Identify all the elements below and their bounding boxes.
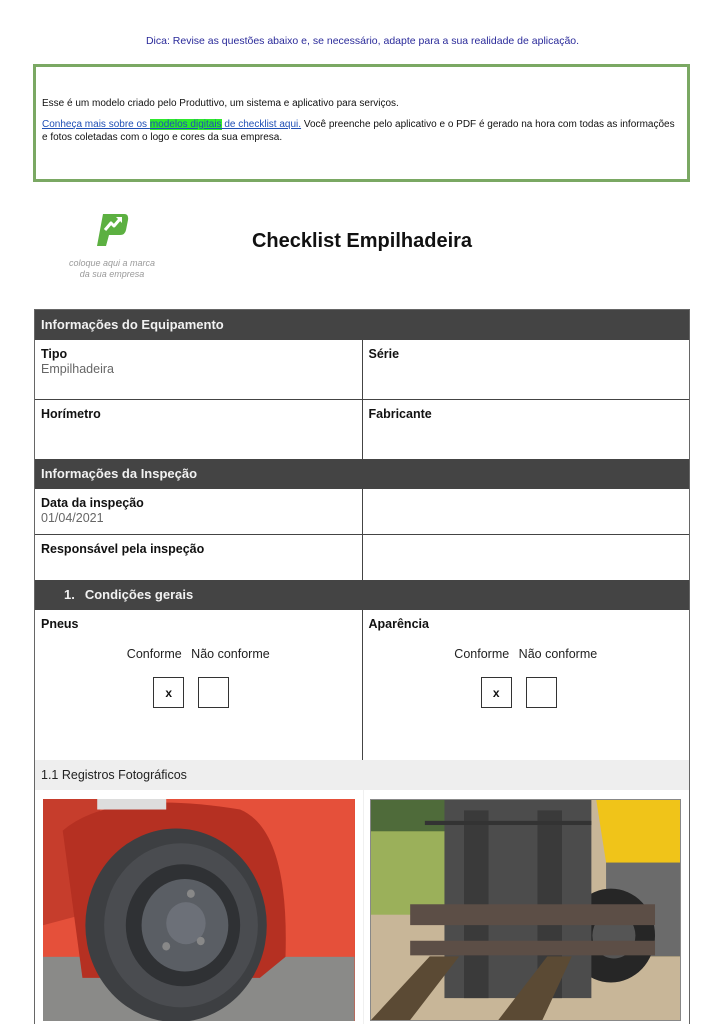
empty-cell xyxy=(362,489,690,534)
table-row xyxy=(35,610,689,760)
section-title: Condições gerais xyxy=(84,587,194,602)
table-row xyxy=(35,399,689,459)
logo-caption-line-2: da sua empresa xyxy=(79,269,145,279)
field-horimetro[interactable] xyxy=(35,400,362,459)
link-text-pre: Conheça mais sobre os xyxy=(42,119,150,130)
check-boxes xyxy=(27,677,356,708)
company-logo-area xyxy=(52,212,172,280)
checkbox-conforme[interactable]: x xyxy=(481,677,512,708)
empty-cell xyxy=(362,535,690,580)
intro-box xyxy=(33,64,690,182)
option-nao-conforme-label: Não conforme xyxy=(518,647,598,661)
option-nao-conforme-label: Não conforme xyxy=(191,647,270,661)
field-label: Tipo xyxy=(41,347,68,361)
field-fabricante[interactable] xyxy=(362,400,690,459)
photos-header: 1.1 Registros Fotográficos xyxy=(35,760,689,790)
option-conforme-label: Conforme xyxy=(454,647,510,661)
checkbox-nao-conforme[interactable] xyxy=(198,677,229,708)
section-header-inspection: Informações da Inspeção xyxy=(35,459,689,489)
intro-line-1: Esse é um modelo criado pelo Produttivo, um sistema e aplicativo para serviços. xyxy=(42,98,399,109)
photos-row xyxy=(35,790,689,1024)
check-item-pneus xyxy=(35,610,362,760)
field-label: Horímetro xyxy=(41,407,101,421)
table-row xyxy=(35,340,689,399)
field-serie[interactable] xyxy=(362,340,690,399)
check-options xyxy=(369,647,684,661)
section-number: 1. xyxy=(64,587,75,602)
checklist-models-link[interactable] xyxy=(42,119,301,130)
field-data-inspecao[interactable] xyxy=(35,489,362,534)
table-row xyxy=(35,489,689,534)
logo-caption xyxy=(52,258,172,280)
logo-caption-line-1: coloque aqui a marca xyxy=(68,258,156,268)
section-header-conditions xyxy=(35,580,689,610)
check-item-label: Aparência xyxy=(368,617,429,631)
check-item-aparencia xyxy=(362,610,690,760)
section-header-equipment: Informações do Equipamento xyxy=(35,310,689,340)
field-label: Data da inspeção xyxy=(41,496,144,510)
check-item-label: Pneus xyxy=(41,617,79,631)
intro-line-2-rest: Você preenche pelo aplicativo e o PDF é gerado na hora com todas as informações e fotos coletadas com o logo e cores da sua empresa. xyxy=(42,119,675,143)
forklift-image-icon xyxy=(371,800,681,1020)
option-conforme-label: Conforme xyxy=(126,647,182,661)
forklift-tire-photo[interactable] xyxy=(43,799,355,1021)
photo-cell xyxy=(35,790,363,1024)
field-label: Série xyxy=(368,347,400,361)
table-row xyxy=(35,534,689,580)
checkbox-conforme[interactable]: x xyxy=(153,677,184,708)
field-label: Responsável pela inspeção xyxy=(41,542,205,556)
field-value: 01/04/2021 xyxy=(41,511,104,525)
photo-cell xyxy=(363,790,690,1024)
field-value: Empilhadeira xyxy=(41,362,114,376)
link-text-highlight: modelos digitais xyxy=(149,119,222,130)
page-title: Checklist Empilhadeira xyxy=(251,230,473,252)
field-label: Fabricante xyxy=(368,407,432,421)
checkbox-nao-conforme[interactable] xyxy=(526,677,557,708)
field-responsavel[interactable] xyxy=(35,535,362,580)
check-options xyxy=(41,647,356,661)
intro-line-2 xyxy=(42,118,679,144)
tip-text: Dica: Revise as questões abaixo e, se necessário, adapte para a sua realidade de aplicação. xyxy=(145,35,580,47)
tire-image-icon xyxy=(43,799,355,1021)
check-boxes xyxy=(355,677,684,708)
field-tipo[interactable] xyxy=(35,340,362,399)
checklist-form xyxy=(34,309,690,1024)
forklift-forks-photo[interactable] xyxy=(370,799,682,1021)
produttivo-p-logo-icon xyxy=(94,212,130,248)
link-text-post: de checklist aqui. xyxy=(221,119,302,130)
